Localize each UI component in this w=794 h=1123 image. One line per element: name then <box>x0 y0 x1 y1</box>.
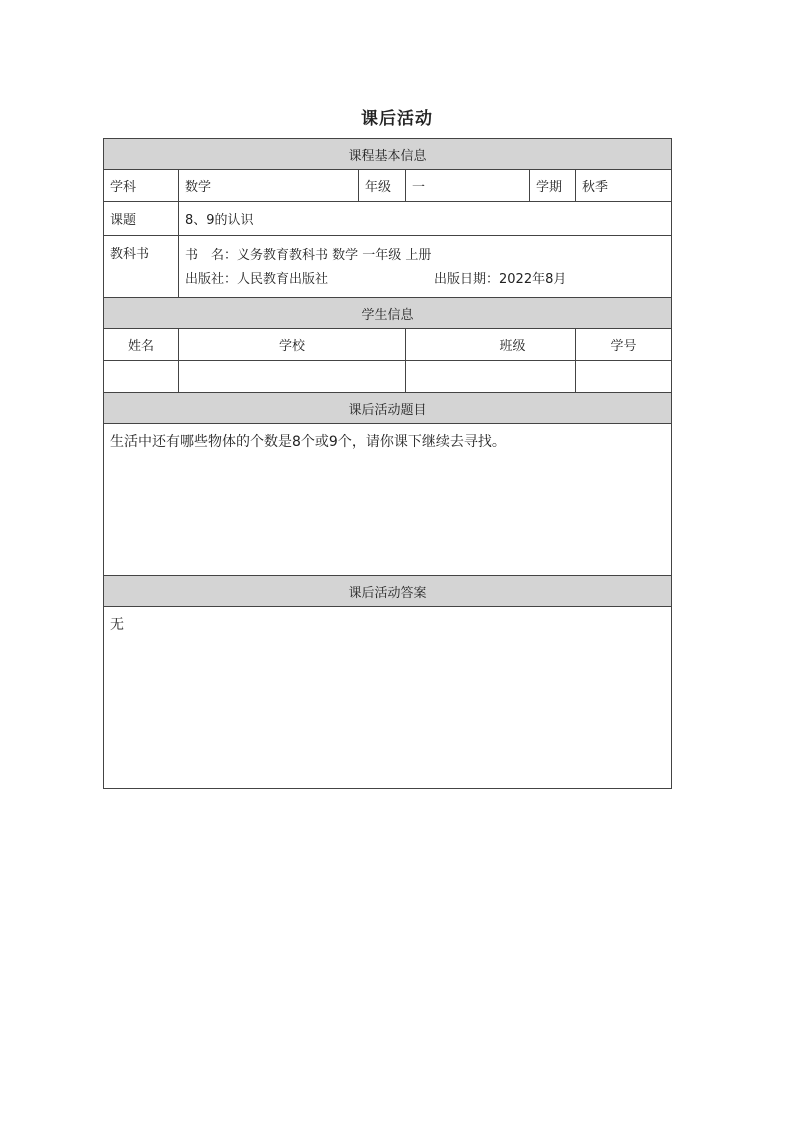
student-id-cell[interactable] <box>576 361 672 393</box>
book-name-line: 书 名：义务教育教科书 数学 一年级 上册 <box>185 247 432 263</box>
textbook-label: 教科书 <box>104 236 179 298</box>
publisher-line: 出版社：人民教育出版社 <box>185 271 329 287</box>
page-title: 课后活动 <box>361 109 433 129</box>
col-school: 学校 <box>179 329 406 361</box>
publisher-row <box>185 268 665 292</box>
activity-question-text: 生活中还有哪些物体的个数是8个或9个，请你课下继续去寻找。 <box>104 424 672 576</box>
student-class-cell[interactable] <box>406 361 576 393</box>
term-value: 秋季 <box>576 170 672 202</box>
student-school-cell[interactable] <box>179 361 406 393</box>
grade-label: 年级 <box>359 170 406 202</box>
topic-value: 8、9的认识 <box>179 202 672 236</box>
publish-date-line: 出版日期：2022年8月 <box>434 271 567 287</box>
student-name-cell[interactable] <box>104 361 179 393</box>
activity-answer-text: 无 <box>104 607 672 789</box>
col-name: 姓名 <box>104 329 179 361</box>
basic-info-header: 课程基本信息 <box>104 139 672 170</box>
subject-value: 数学 <box>179 170 359 202</box>
subject-label: 学科 <box>104 170 179 202</box>
student-info-header: 学生信息 <box>104 298 672 329</box>
grade-value: 一 <box>406 170 530 202</box>
activity-question-header: 课后活动题目 <box>104 393 672 424</box>
activity-answer-header: 课后活动答案 <box>104 576 672 607</box>
activity-form-table <box>103 138 672 789</box>
topic-label: 课题 <box>104 202 179 236</box>
term-label: 学期 <box>530 170 576 202</box>
col-class: 班级 <box>406 329 576 361</box>
col-student-id: 学号 <box>576 329 672 361</box>
textbook-details <box>179 236 672 298</box>
